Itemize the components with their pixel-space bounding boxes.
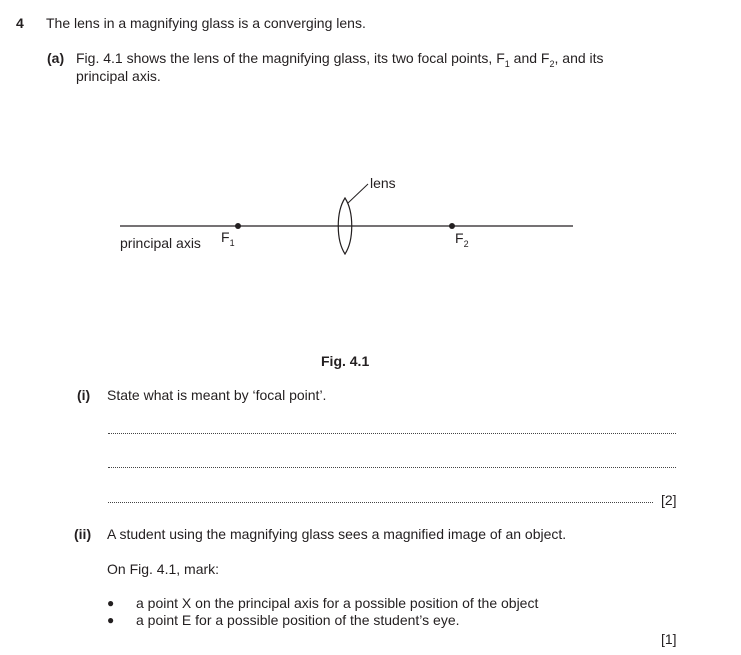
f2-sub: 2 — [463, 239, 469, 249]
figure-caption: Fig. 4.1 — [321, 353, 370, 369]
question-stem: The lens in a magnifying glass is a converging lens. — [46, 15, 366, 31]
bullet-icon: ● — [107, 613, 115, 627]
bullet-icon: ● — [107, 596, 115, 610]
bullet-item-1: a point X on the principal axis for a possible position of the object — [136, 595, 539, 611]
part-i-label: (i) — [77, 387, 91, 403]
part-a-text-1: Fig. 4.1 shows the lens of the magnifying glass, its two focal points, F — [76, 50, 505, 66]
answer-line-3[interactable] — [108, 502, 653, 503]
part-a-sub-2: 2 — [549, 59, 555, 69]
f1-letter: F — [221, 229, 230, 245]
part-a-text-3: , and its — [554, 50, 604, 66]
f1-sub: 1 — [229, 238, 235, 248]
part-a-sub-1: 1 — [504, 59, 510, 69]
answer-line-2[interactable] — [108, 467, 676, 468]
f2-letter: F — [455, 230, 464, 246]
part-i-marks: [2] — [661, 492, 677, 508]
bullet-item-2: a point E for a possible position of the student’s eye. — [136, 612, 460, 628]
focal-point-f1 — [235, 223, 241, 229]
question-number: 4 — [16, 15, 24, 31]
lens-label: lens — [370, 175, 396, 191]
f1-label — [221, 229, 235, 248]
answer-line-1[interactable] — [108, 433, 676, 434]
lens-pointer-line — [348, 184, 368, 203]
part-ii-text: A student using the magnifying glass sees a magnified image of an object. — [107, 526, 567, 542]
part-a-label: (a) — [47, 50, 65, 66]
part-a-text-line2: principal axis. — [76, 68, 161, 84]
focal-point-f2 — [449, 223, 455, 229]
part-ii-marks: [1] — [661, 631, 677, 647]
principal-axis-label: principal axis — [120, 235, 201, 251]
part-a-text-2: and F — [509, 50, 550, 66]
part-ii-instruction: On Fig. 4.1, mark: — [107, 561, 220, 577]
f2-label — [455, 230, 469, 249]
part-ii-label: (ii) — [74, 526, 92, 542]
part-i-text: State what is meant by ‘focal point’. — [107, 387, 327, 403]
